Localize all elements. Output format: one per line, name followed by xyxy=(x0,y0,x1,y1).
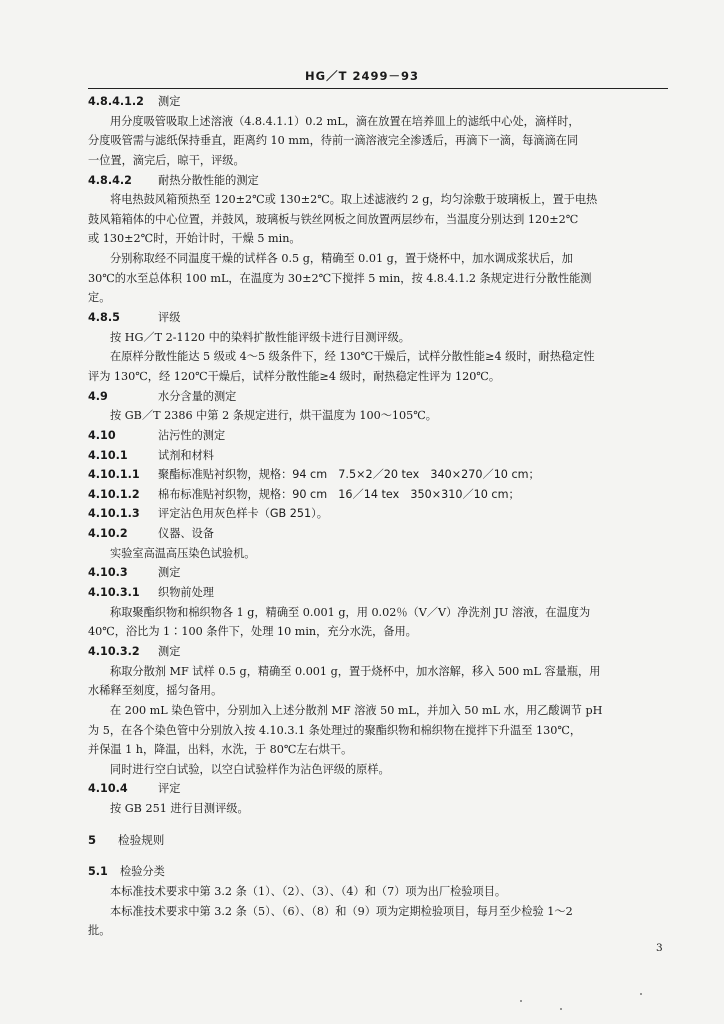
paragraph-line: 称取聚酯织物和棉织物各 1 g，精确至 0.001 g，用 0.02％（V／V）净洗剂 JU 溶液，在温度为 xyxy=(110,605,591,619)
heading-number: 5 xyxy=(88,832,97,847)
section-gap xyxy=(88,819,668,831)
heading-4-10-1 xyxy=(88,446,668,466)
section-gap xyxy=(88,850,668,862)
paragraph-line: 并保温 1 h，降温，出料，水洗，于 80℃左右烘干。 xyxy=(88,743,353,757)
heading-title: 水分含量的测定 xyxy=(158,389,237,403)
heading-4-10-3-2 xyxy=(88,642,668,662)
scan-speck xyxy=(560,1008,562,1010)
paragraph-line: 批。 xyxy=(88,924,111,938)
heading-number: 4.10.1.2 xyxy=(88,487,140,501)
heading-title: 评定沾色用灰色样卡（GB 251）。 xyxy=(158,507,328,521)
heading-title: 试剂和材料 xyxy=(158,448,214,462)
paragraph-line: 分度吸管需与滤纸保持垂直，距离约 10 mm，待前一滴溶液完全渗透后，再滴下一滴，每滴滴在同 xyxy=(88,134,579,148)
heading-number: 4.10 xyxy=(88,428,116,442)
heading-title: 仪器、设备 xyxy=(158,527,214,541)
heading-number: 4.8.4.1.2 xyxy=(88,95,144,108)
paragraph-line: 在原样分散性能达 5 级或 4～5 级条件下，经 130℃干燥后，试样分散性能≥4 级时，耐热稳定性 xyxy=(110,350,595,364)
heading-number: 4.9 xyxy=(88,389,108,403)
heading-number: 4.10.4 xyxy=(88,782,128,796)
paragraph-line: 按 HG／T 2-1120 中的染料扩散性能评级卡进行目测评级。 xyxy=(110,330,410,344)
heading-title: 测定 xyxy=(158,644,181,658)
scan-speck xyxy=(520,1000,522,1002)
heading-title: 织物前处理 xyxy=(158,586,214,600)
paragraph-line: 用分度吸管吸取上述溶液（4.8.4.1.1）0.2 mL，滴在放置在培养皿上的滤纸中心处，滴样时， xyxy=(110,114,580,128)
heading-4-10-3 xyxy=(88,563,668,583)
heading-5 xyxy=(88,831,668,851)
heading-4-10-1-2 xyxy=(88,485,668,505)
heading-title: 检验规则 xyxy=(118,832,165,847)
heading-4-10-4 xyxy=(88,779,668,799)
paragraph-line: 将电热鼓风箱预热至 120±2℃或 130±2℃。取上述滤液约 2 g，均匀涂敷于玻璃板上，置于电热 xyxy=(110,193,598,207)
heading-title: 聚酯标准贴衬织物，规格：94 cm 7.5×2／20 tex 340×270／10 cm； xyxy=(158,468,540,482)
heading-4-8-5 xyxy=(88,308,668,328)
heading-title: 评定 xyxy=(158,782,181,796)
heading-title: 耐热分散性能的测定 xyxy=(158,173,259,187)
paragraph-line: 同时进行空白试验，以空白试验样作为沾色评级的原样。 xyxy=(110,762,390,776)
paragraph-line: 或 130±2℃时，开始计时，干燥 5 min。 xyxy=(88,232,301,246)
heading-number: 4.10.3.1 xyxy=(88,586,140,600)
heading-number: 4.8.5 xyxy=(88,311,120,325)
paragraph-line: 按 GB 251 进行目测评级。 xyxy=(110,802,249,816)
paragraph-line: 为 5，在各个染色管中分别放入按 4.10.3.1 条处理过的聚酯织物和棉织物在搅拌下升温至 130℃， xyxy=(88,723,582,737)
paragraph-line: 一位置，滴完后，晾干，评级。 xyxy=(88,153,245,167)
paragraph-line: 40℃，浴比为 1∶100 条件下，处理 10 min，充分水洗，备用。 xyxy=(88,625,417,639)
heading-4-10-2 xyxy=(88,524,668,544)
paragraph-line: 在 200 mL 染色管中，分别加入上述分散剂 MF 溶液 50 mL，并加入 50 mL 水，用乙酸调节 pH xyxy=(110,703,603,717)
heading-number: 4.10.1.1 xyxy=(88,468,140,482)
heading-title: 沾污性的测定 xyxy=(158,428,226,442)
paragraph-line: 按 GB／T 2386 中第 2 条规定进行，烘干温度为 100～105℃。 xyxy=(110,409,437,423)
paragraph-line: 本标准技术要求中第 3.2 条（1）、（2）、（3）、（4）和（7）项为出厂检验项目。 xyxy=(110,884,507,898)
heading-number: 4.10.1 xyxy=(88,448,128,462)
heading-4-9 xyxy=(88,387,668,407)
heading-4-10 xyxy=(88,426,668,446)
paragraph-line: 水稀释至刻度，摇匀备用。 xyxy=(88,684,223,698)
heading-number: 4.10.1.3 xyxy=(88,507,140,521)
heading-number: 5.1 xyxy=(88,865,108,879)
heading-number: 4.10.3 xyxy=(88,566,128,580)
paragraph-line: 实验室高温高压染色试验机。 xyxy=(110,546,256,560)
heading-number: 4.8.4.2 xyxy=(88,173,132,187)
paragraph-line: 分别称取经不同温度干燥的试样各 0.5 g，精确至 0.01 g，置于烧杯中，加水调成浆状后，加 xyxy=(110,252,573,266)
paragraph-line: 定。 xyxy=(88,291,111,305)
heading-4-10-1-3 xyxy=(88,504,668,524)
heading-number: 4.10.3.2 xyxy=(88,644,140,658)
heading-4-8-4-2 xyxy=(88,171,668,191)
page-number: 3 xyxy=(656,942,663,954)
heading-5-1 xyxy=(88,862,668,882)
paragraph-line: 30℃的水至总体积 100 mL，在温度为 30±2℃下搅拌 5 min，按 4.8.4.1.2 条规定进行分散性能测 xyxy=(88,271,592,285)
heading-title: 评级 xyxy=(158,311,181,325)
paragraph-line: 评为 130℃，经 120℃干燥后，试样分散性能≥4 级时，耐热稳定性评为 120℃。 xyxy=(88,369,501,383)
page-header-code: HG／T 2499－93 xyxy=(305,69,419,83)
paragraph-line: 鼓风箱箱体的中心位置，并鼓风，玻璃板与铁丝网板之间放置两层纱布，当温度分别达到 120±2℃ xyxy=(88,212,579,226)
heading-title: 棉布标准贴衬织物，规格：90 cm 16／14 tex 350×310／10 cm； xyxy=(158,487,520,501)
document-body xyxy=(88,92,668,941)
paragraph-line: 称取分散剂 MF 试样 0.5 g，精确至 0.001 g，置于烧杯中，加水溶解，移入 500 mL 容量瓶，用 xyxy=(110,664,601,678)
heading-4-10-3-1 xyxy=(88,583,668,603)
paragraph-line: 本标准技术要求中第 3.2 条（5）、（6）、（8）和（9）项为定期检验项目，每月至少检验 1～2 xyxy=(110,904,573,918)
scan-speck xyxy=(640,993,642,995)
heading-title: 检验分类 xyxy=(120,865,165,879)
heading-title: 测定 xyxy=(158,95,181,108)
heading-title: 测定 xyxy=(158,566,181,580)
heading-4-8-4-1-2 xyxy=(88,92,668,112)
heading-4-10-1-1 xyxy=(88,465,668,485)
heading-number: 4.10.2 xyxy=(88,527,128,541)
header-rule xyxy=(88,88,668,89)
